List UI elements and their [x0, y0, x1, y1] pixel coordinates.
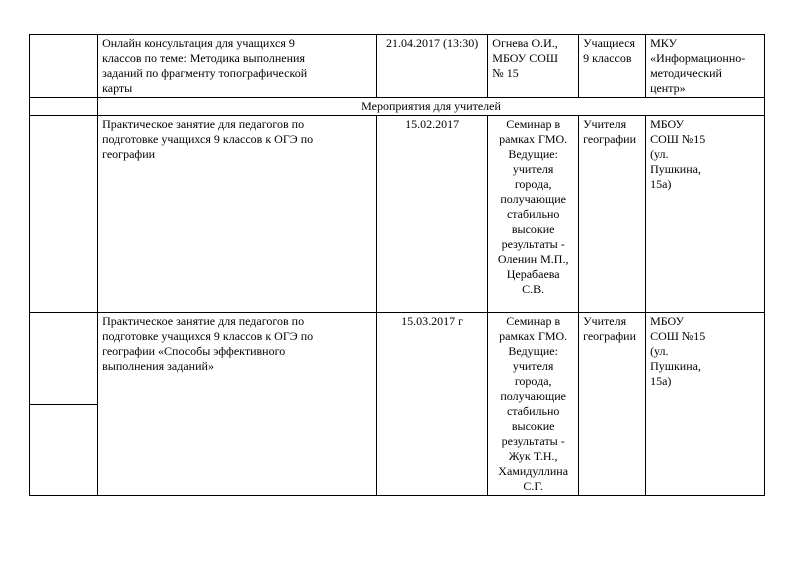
event-name-line: подготовке учащихся 9 классов к ОГЭ по: [102, 329, 314, 343]
event-name-cell: [98, 35, 377, 98]
responsible-line: высокие: [511, 222, 555, 236]
place-line: «Информационно-: [650, 51, 746, 65]
participants-line: 9 классов: [583, 51, 632, 65]
responsible-line: рамках ГМО.: [499, 329, 568, 343]
event-date-cell: 21.04.2017 (13:30): [376, 35, 487, 98]
responsible-line: рамках ГМО.: [499, 132, 568, 146]
responsible-cell: [488, 313, 579, 496]
event-date-cell: 15.02.2017: [376, 116, 487, 313]
place-cell: [646, 313, 765, 496]
responsible-line: города,: [514, 177, 552, 191]
responsible-line: Ведущие:: [508, 147, 558, 161]
event-name-line: Практическое занятие для педагогов по: [102, 314, 305, 328]
place-line: МБОУ: [650, 117, 685, 131]
number-cell: [30, 35, 98, 98]
responsible-line: № 15: [492, 66, 519, 80]
participants-line: географии: [583, 132, 637, 146]
participants-cell: [579, 313, 646, 496]
event-name-line: классов по теме: Методика выполнения: [102, 51, 305, 65]
place-line: (ул.: [650, 147, 669, 161]
place-line: 15а): [650, 177, 672, 191]
table-row: [30, 313, 765, 405]
place-line: СОШ №15: [650, 329, 706, 343]
place-cell: [646, 116, 765, 313]
place-line: методический: [650, 66, 722, 80]
responsible-line: стабильно: [506, 404, 560, 418]
event-name-line: заданий по фрагменту топографической: [102, 66, 308, 80]
responsible-line: Хамидуллина: [498, 464, 569, 478]
responsible-line: результаты -: [501, 237, 565, 251]
participants-line: географии: [583, 329, 637, 343]
responsible-line: С.Г.: [523, 479, 543, 493]
number-cell: [30, 313, 98, 405]
responsible-line: города,: [514, 374, 552, 388]
table-row: [30, 35, 765, 98]
responsible-line: Семинар в: [506, 117, 561, 131]
place-line: МБОУ: [650, 314, 685, 328]
event-name-line: подготовке учащихся 9 классов к ОГЭ по: [102, 132, 314, 146]
place-line: МКУ: [650, 36, 677, 50]
place-line: 15а): [650, 374, 672, 388]
event-name-line: карты: [102, 81, 133, 95]
participants-cell: [579, 35, 646, 98]
event-name-cell: [98, 116, 377, 313]
responsible-line: стабильно: [506, 207, 560, 221]
responsible-line: Ведущие:: [508, 344, 558, 358]
responsible-line: Оленин М.П.,: [497, 252, 569, 266]
participants-line: Учащиеся: [583, 36, 636, 50]
place-line: Пушкина,: [650, 162, 701, 176]
place-line: центр»: [650, 81, 686, 95]
section-title: Мероприятия для учителей: [98, 98, 765, 116]
responsible-line: С.В.: [522, 282, 545, 296]
number-cell: [30, 98, 98, 116]
place-line: СОШ №15: [650, 132, 706, 146]
responsible-line: учителя: [512, 162, 554, 176]
responsible-cell: [488, 35, 579, 98]
responsible-line: учителя: [512, 359, 554, 373]
responsible-line: Жук Т.Н.,: [508, 449, 558, 463]
participants-cell: [579, 116, 646, 313]
table-row: [30, 116, 765, 313]
responsible-line: Церабаева: [506, 267, 560, 281]
responsible-line: МБОУ СОШ: [492, 51, 559, 65]
event-name-line: географии «Способы эффективного: [102, 344, 286, 358]
section-header-row: [30, 98, 765, 116]
event-name-line: Онлайн консультация для учащихся 9: [102, 36, 295, 50]
event-date-cell: 15.03.2017 г: [376, 313, 487, 496]
responsible-line: Семинар в: [506, 314, 561, 328]
place-line: (ул.: [650, 344, 669, 358]
participants-line: Учителя: [583, 117, 627, 131]
place-line: Пушкина,: [650, 359, 701, 373]
place-cell: [646, 35, 765, 98]
responsible-line: Огнева О.И.,: [492, 36, 558, 50]
responsible-line: результаты -: [501, 434, 565, 448]
responsible-cell: [488, 116, 579, 313]
events-table: [29, 34, 765, 496]
participants-line: Учителя: [583, 314, 627, 328]
event-name-line: выполнения заданий»: [102, 359, 214, 373]
responsible-line: получающие: [500, 192, 566, 206]
event-name-cell: [98, 313, 377, 496]
event-name-line: географии: [102, 147, 156, 161]
responsible-line: получающие: [500, 389, 566, 403]
number-cell: [30, 116, 98, 313]
responsible-line: высокие: [511, 419, 555, 433]
event-name-line: Практическое занятие для педагогов по: [102, 117, 305, 131]
number-cell: [30, 404, 98, 496]
